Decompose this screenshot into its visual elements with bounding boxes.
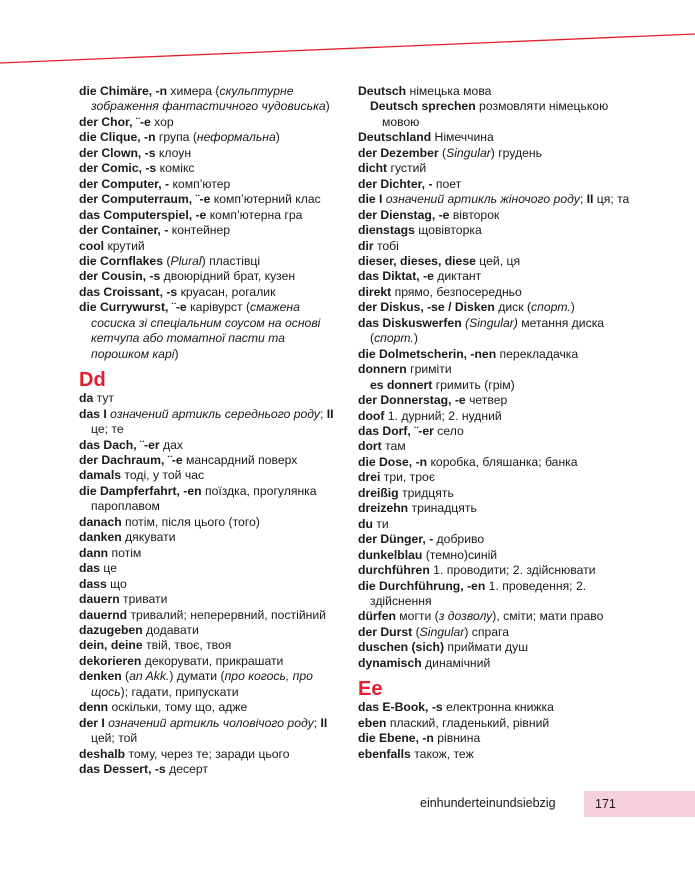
- dictionary-entry: [79, 285, 344, 300]
- translation: 1. дурний; 2. нудний: [384, 408, 502, 423]
- grammar-note: Singular: [446, 145, 491, 160]
- translation: потім: [108, 545, 142, 560]
- headword: dekorieren: [79, 653, 142, 668]
- dictionary-entry: [79, 561, 344, 576]
- headword: die Ebene, -n: [358, 731, 434, 746]
- translation: двоюрідний брат, кузен: [160, 269, 296, 284]
- dictionary-entry: [79, 177, 344, 192]
- translation: прямо, безпосередньо: [391, 284, 522, 299]
- dictionary-entry: [358, 254, 633, 269]
- grammar-note: спорт.: [374, 331, 414, 346]
- headword: der Dezember: [358, 145, 439, 160]
- headword: das Dessert, -s: [79, 762, 166, 777]
- dictionary-entry: [79, 269, 344, 284]
- dictionary-entry: [79, 654, 344, 669]
- grammar-note: неформальна: [196, 130, 276, 145]
- headword: der Donnerstag, -e: [358, 393, 466, 408]
- dictionary-subentry: [358, 378, 633, 393]
- translation: ) спрага: [464, 624, 510, 639]
- translation: ;: [320, 406, 327, 421]
- headword: durchführen: [358, 563, 430, 578]
- dictionary-entry: [79, 608, 344, 623]
- translation: дах: [159, 437, 183, 452]
- headword: dort: [358, 439, 382, 454]
- headword: eben: [358, 715, 387, 730]
- translation: мансардний поверх: [182, 452, 298, 467]
- headword: der Dichter, -: [358, 176, 433, 191]
- grammar-note: Plural: [170, 253, 202, 268]
- headword: das I: [79, 406, 107, 421]
- translation: також, теж: [410, 746, 474, 761]
- translation: електронна книжка: [442, 700, 554, 715]
- dictionary-entry: [79, 300, 344, 362]
- translation: поет: [432, 176, 462, 191]
- translation: цей; той: [91, 731, 138, 746]
- dictionary-entry: [79, 192, 344, 207]
- dictionary-entry: [79, 468, 344, 483]
- grammar-note: означений артикль жіночого роду: [385, 192, 580, 207]
- translation: що: [106, 576, 127, 591]
- headword: dicht: [358, 161, 388, 176]
- headword: dunkelblau: [358, 547, 423, 562]
- translation: німецька мова: [406, 84, 492, 98]
- headword: die Dose, -n: [358, 454, 428, 469]
- dictionary-entry: [358, 409, 633, 424]
- translation: група (: [155, 130, 197, 145]
- headword: die Dolmetscherin, -nen: [358, 346, 497, 361]
- headword: der Clown, -s: [79, 145, 156, 160]
- translation: диск (: [494, 300, 532, 315]
- page-number-box: [584, 791, 695, 817]
- translation: четвер: [465, 393, 508, 408]
- dictionary-entry: [358, 656, 633, 671]
- translation: добриво: [433, 532, 485, 547]
- translation: твій, твоє, твоя: [142, 638, 232, 653]
- dictionary-entry: [358, 532, 633, 547]
- translation: це: [100, 561, 118, 576]
- dictionary-entry: [358, 300, 633, 315]
- dictionary-entry: [358, 239, 633, 254]
- translation: тридцять: [398, 485, 454, 500]
- headword: die Dampferfahrt, -en: [79, 483, 202, 498]
- translation: цей, ця: [475, 253, 521, 268]
- headword: das Dach, ¨-er: [79, 437, 160, 452]
- grammar-note: (Singular): [465, 315, 518, 330]
- translation: метання диска (: [370, 315, 605, 346]
- dictionary-entry: [358, 316, 633, 347]
- headword: dreizehn: [358, 501, 409, 516]
- translation: ): [325, 99, 330, 114]
- grammar-note: an Akk.: [129, 669, 170, 684]
- headword: dazugeben: [79, 622, 143, 637]
- grammar-note: з дозволу: [438, 609, 493, 624]
- translation: Німеччина: [431, 130, 494, 145]
- dictionary-entry: [358, 700, 633, 715]
- translation: гримить (грім): [432, 377, 515, 392]
- dictionary-entry: [358, 640, 633, 655]
- translation: ;: [579, 192, 587, 207]
- dictionary-entry: [79, 146, 344, 161]
- headword: der Computer, -: [79, 176, 170, 191]
- translation: приймати душ: [444, 640, 529, 655]
- headword: der Dachraum, ¨-e: [79, 452, 183, 467]
- translation: (темно)синій: [422, 547, 498, 562]
- dictionary-entry: [79, 391, 344, 406]
- translation: ця; та: [593, 192, 630, 207]
- translation: (: [121, 669, 130, 684]
- translation: дякувати: [121, 530, 176, 545]
- dictionary-entry: [79, 130, 344, 145]
- headword: es donnert: [370, 377, 433, 392]
- headword: der Dienstag, -e: [358, 207, 450, 222]
- grammar-note: означений артикль середнього роду: [110, 406, 321, 421]
- translation: густий: [387, 161, 427, 176]
- dictionary-entry: [79, 546, 344, 561]
- dictionary-entry: [79, 638, 344, 653]
- page-number: 171: [595, 797, 616, 811]
- section-letter: Ee: [358, 678, 383, 701]
- dictionary-entry: [79, 239, 344, 254]
- translation: тринадцять: [408, 501, 477, 516]
- translation: динамічний: [421, 655, 491, 670]
- translation: (: [412, 624, 420, 639]
- translation: диктант: [433, 269, 482, 284]
- dictionary-entry: [358, 347, 633, 362]
- headword: dauern: [79, 592, 120, 607]
- translation: хор: [150, 114, 174, 129]
- dictionary-subentry: [358, 99, 633, 130]
- section-letter: Dd: [79, 369, 106, 392]
- headword: die Cornflakes: [79, 253, 163, 268]
- headword: dass: [79, 576, 107, 591]
- translation: крутий: [104, 238, 145, 253]
- translation: ); гадати, припускати: [120, 684, 239, 699]
- dictionary-entry: [358, 439, 633, 454]
- translation: II: [320, 715, 328, 730]
- dictionary-entry: [358, 130, 633, 145]
- translation: ) грудень: [490, 145, 542, 160]
- dictionary-entry: [358, 625, 633, 640]
- dictionary-entry: [358, 517, 633, 532]
- headword: das Diskuswerfen: [358, 315, 462, 330]
- translation: 1. проведення; 2. здійснення: [370, 578, 587, 608]
- dictionary-entry: [79, 592, 344, 607]
- headword: der Computerraum, ¨-e: [79, 192, 211, 207]
- translation: плаский, гладенький, рівний: [386, 715, 550, 730]
- translation: десерт: [165, 762, 208, 777]
- headword: die Currywurst, ¨-e: [79, 300, 187, 315]
- dictionary-entry: [358, 548, 633, 563]
- translation: рівнина: [433, 731, 481, 746]
- translation: карівурст (: [186, 300, 250, 315]
- dictionary-entry: [79, 484, 344, 515]
- headword: damals: [79, 468, 122, 483]
- grammar-note: Singular: [419, 624, 465, 639]
- dictionary-entry: [358, 747, 633, 762]
- left-column: [79, 84, 344, 777]
- dictionary-entry: [358, 223, 633, 238]
- headword: Deutschland: [358, 130, 432, 145]
- translation: це; те: [91, 422, 124, 437]
- grammar-note: про когось, про щось: [91, 669, 313, 699]
- headword: duschen (sich): [358, 640, 445, 655]
- translation: II: [586, 192, 594, 207]
- dictionary-entry: [79, 161, 344, 176]
- translation: гриміти: [406, 362, 452, 377]
- headword: das: [79, 561, 101, 576]
- translation: комп’ютерний клас: [210, 192, 321, 207]
- headword: der Cousin, -s: [79, 269, 161, 284]
- headword: dann: [79, 545, 109, 560]
- dictionary-entry: [358, 208, 633, 223]
- dictionary-entry: [358, 455, 633, 470]
- dictionary-entry: [358, 269, 633, 284]
- headword: danach: [79, 514, 122, 529]
- translation: (: [438, 145, 447, 160]
- dictionary-entry: [79, 577, 344, 592]
- dictionary-entry: [358, 161, 633, 176]
- translation: контейнер: [168, 223, 231, 238]
- translation: три, троє: [380, 470, 436, 485]
- page-number-word: einhunderteinundsiebzig: [420, 796, 556, 810]
- headword: deshalb: [79, 746, 126, 761]
- translation: ) думати (: [169, 669, 225, 684]
- dictionary-entry: [358, 177, 633, 192]
- dictionary-entry: [358, 146, 633, 161]
- translation: ): [413, 331, 418, 346]
- translation: тоді, у той час: [121, 468, 205, 483]
- headword: der Comic, -s: [79, 161, 157, 176]
- headword: cool: [79, 238, 105, 253]
- headword: dauernd: [79, 607, 128, 622]
- translation: комп’ютер: [169, 176, 231, 191]
- headword: dein, deine: [79, 638, 143, 653]
- translation: щовівторка: [414, 223, 482, 238]
- dictionary-entry: [358, 424, 633, 439]
- headword: dürfen: [358, 609, 396, 624]
- headword: die Durchführung, -en: [358, 578, 486, 593]
- dictionary-entry: [358, 192, 633, 207]
- headword: donnern: [358, 362, 407, 377]
- dictionary-entry: [358, 285, 633, 300]
- grammar-note: скульптурне зображення фантастичного чудовиська: [91, 84, 326, 114]
- dictionary-entry: [79, 716, 344, 747]
- headword: ebenfalls: [358, 746, 411, 761]
- dictionary-entry: [79, 254, 344, 269]
- dictionary-entry: [79, 623, 344, 638]
- headword: die Clique, -n: [79, 130, 156, 145]
- translation: химера (: [167, 84, 220, 98]
- dictionary-entry: [79, 669, 344, 700]
- translation: тут: [93, 391, 115, 406]
- headword: der Durst: [358, 624, 413, 639]
- translation: село: [433, 423, 464, 438]
- headword: das Computerspiel, -e: [79, 207, 207, 222]
- dictionary-entry: [358, 393, 633, 408]
- translation: ) пластівці: [201, 253, 261, 268]
- translation: потім, після цього (того): [121, 514, 260, 529]
- grammar-note: смажена сосиска зі спеціальним соусом на основі кетчупа або томатної пасти та порошком карі: [91, 300, 321, 361]
- headword: direkt: [358, 284, 392, 299]
- translation: комікс: [156, 161, 195, 176]
- translation: круасан, рогалик: [177, 284, 276, 299]
- dictionary-entry: [79, 208, 344, 223]
- translation: могти (: [395, 609, 439, 624]
- headword: dienstags: [358, 223, 415, 238]
- translation: 1. проводити; 2. здійснювати: [429, 563, 596, 578]
- dictionary-entry: [79, 530, 344, 545]
- headword: du: [358, 516, 373, 531]
- translation: коробка, бляшанка; банка: [427, 454, 578, 469]
- grammar-note: означений артикль чоловічого роду: [108, 715, 314, 730]
- headword: dynamisch: [358, 655, 422, 670]
- headword: die Chimäre, -n: [79, 84, 168, 98]
- top-red-line: [0, 0, 695, 70]
- translation: тому, через те; заради цього: [125, 746, 290, 761]
- right-column: [358, 84, 633, 762]
- translation: тривати: [119, 592, 168, 607]
- headword: der Container, -: [79, 223, 169, 238]
- translation: комп’ютерна гра: [206, 207, 303, 222]
- dictionary-entry: [79, 438, 344, 453]
- headword: der Chor, ¨-e: [79, 114, 151, 129]
- headword: dreißig: [358, 485, 399, 500]
- translation: ;: [313, 715, 321, 730]
- dictionary-entry: [358, 84, 633, 99]
- dictionary-entry: [79, 115, 344, 130]
- headword: das Croissant, -s: [79, 284, 178, 299]
- dictionary-entry: [358, 609, 633, 624]
- headword: danken: [79, 530, 122, 545]
- dictionary-entry: [79, 84, 344, 115]
- dictionary-entry: [358, 716, 633, 731]
- headword: Deutsch: [358, 84, 407, 98]
- translation: ти: [372, 516, 389, 531]
- translation: там: [381, 439, 406, 454]
- headword: das E-Book, -s: [358, 700, 443, 715]
- translation: декорувати, прикрашати: [141, 653, 284, 668]
- translation: (: [163, 253, 171, 268]
- grammar-note: спорт.: [531, 300, 571, 315]
- headword: denken: [79, 669, 122, 684]
- translation: вівторок: [449, 207, 500, 222]
- dictionary-entry: [79, 407, 344, 438]
- translation: II: [326, 406, 334, 421]
- translation: ), сміти; мати право: [492, 609, 604, 624]
- translation: перекладачка: [496, 346, 579, 361]
- dictionary-entry: [79, 747, 344, 762]
- headword: Deutsch sprechen: [370, 99, 476, 114]
- headword: der I: [79, 715, 105, 730]
- headword: dieser, dieses, diese: [358, 253, 476, 268]
- translation: оскільки, тому що, адже: [108, 700, 248, 715]
- headword: die I: [358, 192, 383, 207]
- dictionary-entry: [79, 515, 344, 530]
- translation: розмовляти німецькою мовою: [382, 99, 609, 129]
- page-footer: [0, 791, 695, 817]
- headword: der Diskus, -se / Disken: [358, 300, 495, 315]
- translation: додавати: [142, 622, 199, 637]
- headword: das Diktat, -e: [358, 269, 434, 284]
- dictionary-entry: [79, 762, 344, 777]
- dictionary-entry: [79, 700, 344, 715]
- translation: клоун: [155, 145, 192, 160]
- headword: denn: [79, 700, 109, 715]
- translation: ): [174, 346, 179, 361]
- headword: doof: [358, 408, 385, 423]
- dictionary-entry: [358, 362, 633, 377]
- dictionary-entry: [358, 486, 633, 501]
- dictionary-entry: [358, 470, 633, 485]
- dictionary-entry: [358, 731, 633, 746]
- headword: der Dünger, -: [358, 532, 434, 547]
- headword: drei: [358, 470, 381, 485]
- translation: поїздка, прогулянка пароплавом: [91, 483, 317, 514]
- headword: das Dorf, ¨-er: [358, 423, 434, 438]
- dictionary-entry: [79, 453, 344, 468]
- headword: dir: [358, 238, 374, 253]
- dictionary-entry: [358, 579, 633, 610]
- dictionary-entry: [79, 223, 344, 238]
- dictionary-entry: [358, 563, 633, 578]
- translation: тривалий; неперервний, постійний: [127, 607, 326, 622]
- translation: ): [570, 300, 575, 315]
- translation: тобі: [373, 238, 399, 253]
- headword: da: [79, 391, 94, 406]
- dictionary-entry: [358, 501, 633, 516]
- translation: ): [275, 130, 280, 145]
